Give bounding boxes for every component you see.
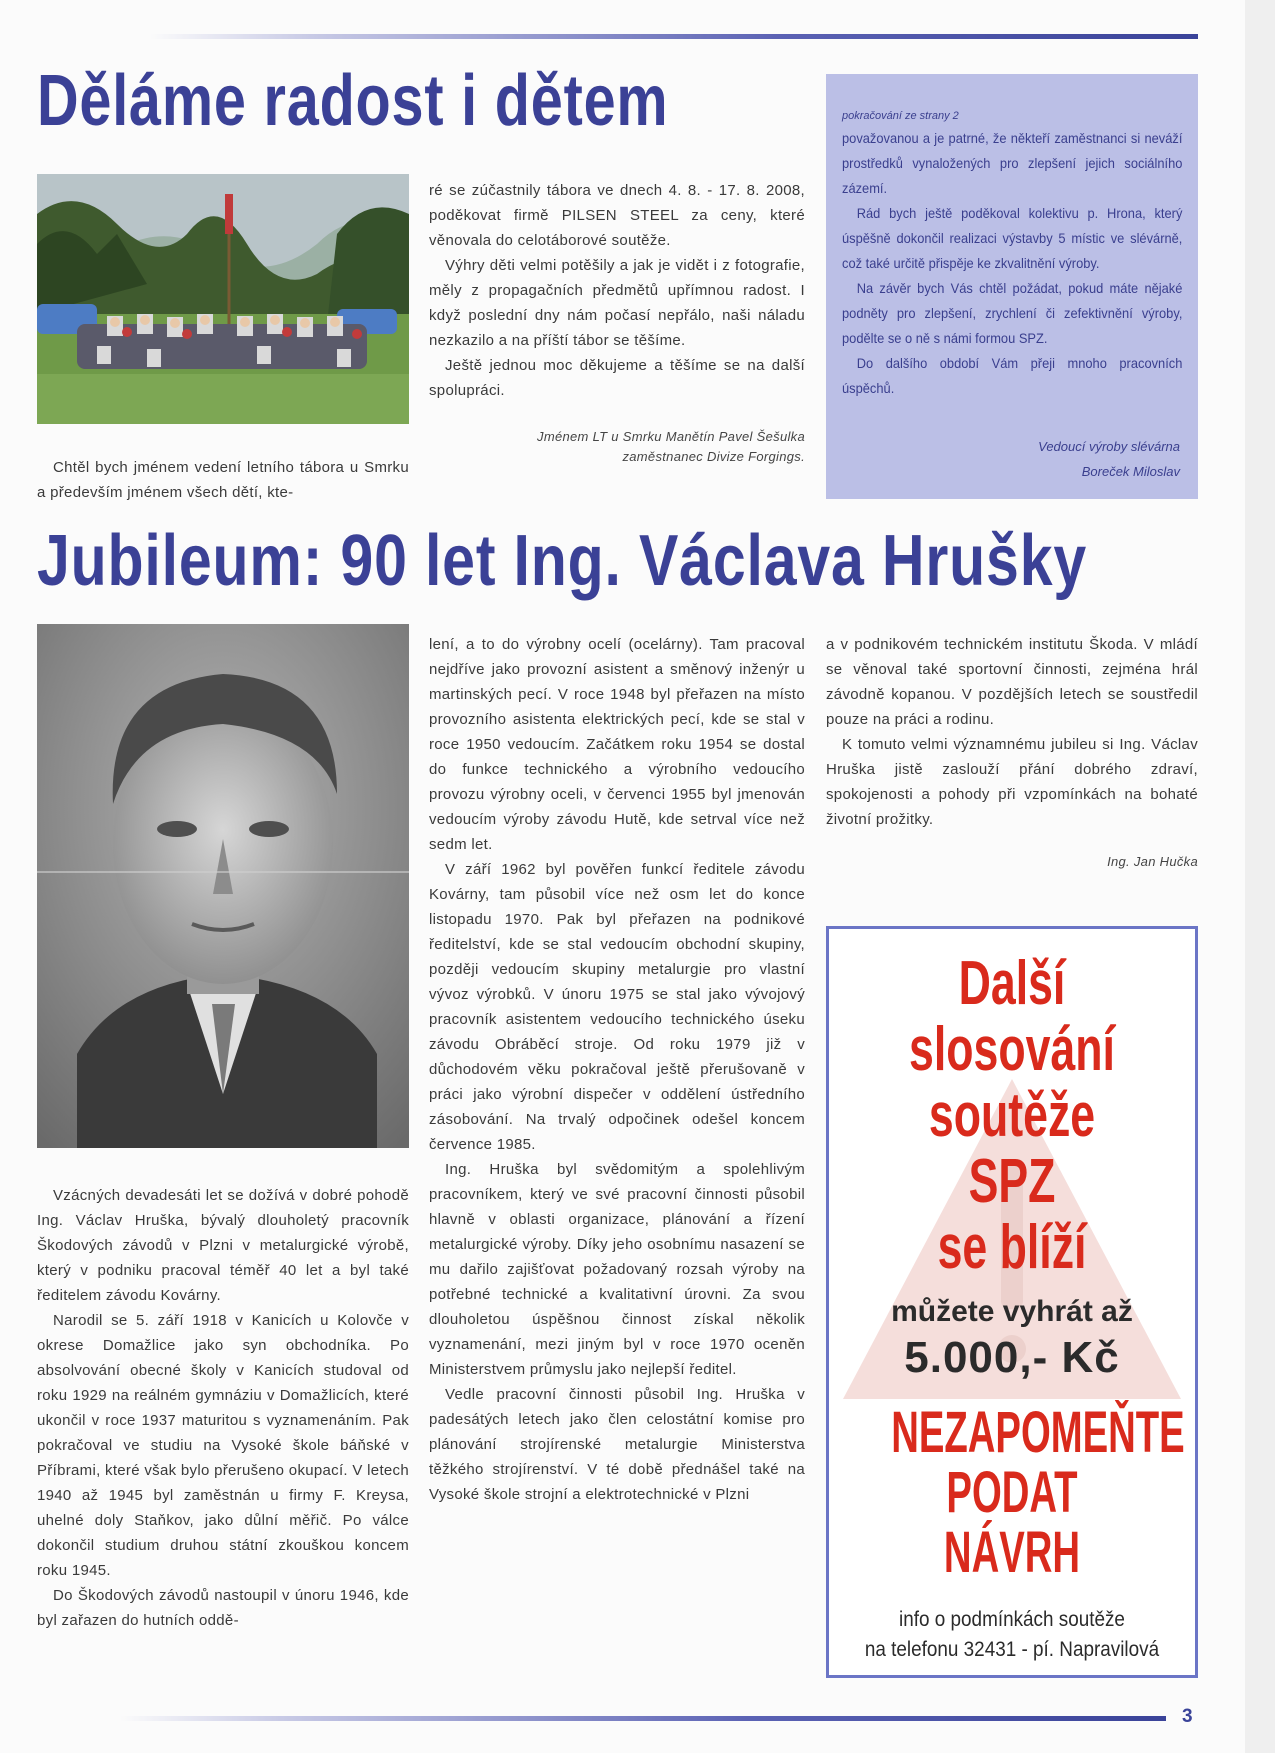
page-number: 3 [1182,1706,1193,1727]
paragraph: Narodil se 5. září 1918 v Kanicích u Kolovče v okrese Domažlice jako syn obchodníka. Po absolvování obecné školy v Kanicích studoval od roku 1929 na reálném gymnáziu v Domažlicích, které ukončil v roce 1937 maturitou s vyznamenáním. Pak pokračoval ve studiu na Vysoké škole báňské v Příbrami, které však bylo přerušeno okupací. V letech 1940 až 1945 byl zaměstnán u firmy F. Kreysa, uhelné doly Staňkov, jako důlní měřič. Po válce dokončil studium druhou státní zkouškou koncem roku 1945. [37,1312,409,1579]
paragraph: lení, a to do výrobny ocelí (ocelárny). Tam pracoval nejdříve jako provozní asistent a směnový inženýr u martinských pecí. V roce 1948 byl přeřazen na místo provozního asistenta elektrických pecí, kde se stal v roce 1950 vedoucím. Začátkem roku 1954 se dostal do funkce technického a výrobního vedoucího provozu výrobny oceli, v červenci 1955 byl jmenován vedoucím výroby závodu Hutě, kde setrval více než sedm let. [429,636,805,853]
paragraph: a v podnikovém technickém institutu Škoda. V mládí se věnoval také sportovní činnosti, zejména hrál závodně kopanou. V pozdějších letech se soustředil pouze na práci a rodinu. [826,636,1198,728]
ad-cta3: NÁVRH [943,1520,1081,1585]
camp-group-photo [37,174,409,424]
article1-col1 [37,455,409,505]
sidebar-signature [1038,434,1180,484]
top-rule [150,34,1198,39]
ad-line1: Další [958,949,1066,1018]
signature-line: zaměstnanec Divize Forgings. [622,449,805,464]
sidebar-body [842,126,1182,401]
bottom-rule [120,1716,1166,1721]
paragraph: V září 1962 byl pověřen funkcí ředitele závodu Kovárny, tam působil více než osm let do konce listopadu 1970. Pak byl přeřazen na podnikové ředitelství, kde se stal vedoucím obchodní skupiny, později vedoucím skupiny metalurgie pro vlastní vývoz výrobků. V únoru 1975 se stal jako vývojový pracovník asistentem vedoucího technického úseku závodu Obráběcí stroje. Od roku 1979 již v důchodovém věku pokračoval ještě přerušovaně v práci jako výrobní dispečer v oddělení ústředního zásobování. Na trvalý odpočinek odešel koncem července 1985. [429,861,805,1153]
paragraph: Ing. Hruška byl svědomitým a spolehlivým pracovníkem, který ve své pracovní činnosti působil hlavně v oblasti organizace, plánování a řízení metalurgické výroby. Díky jeho osobnímu nasazení se mu dařilo zajišťovat požadovaný rozsah výroby na potřebné technické a kvalitativní úrovni. Za svou dlouholetou úspěšnou činnost získal několik vyznamenání, mezi jiným byl v roce 1970 oceněn Ministerstvem průmyslu jako nejlepší ředitel. [429,1161,805,1378]
paragraph: Chtěl bych jménem vedení letního tábora u Smrku a především jménem všech dětí, kte- [37,459,409,501]
paragraph: Do dalšího období Vám přeji mnoho pracovních úspěchů. [842,355,1183,396]
article2-col1 [37,1183,409,1633]
ad-amount: 5.000,- Kč [904,1333,1120,1382]
signature-line: Boreček Miloslav [1081,464,1180,479]
page-edge [1245,0,1275,1753]
paragraph: Výhry děti velmi potěšily a jak je vidět i z fotografie, měly z propagačních předmětů upřímnou radost. I když poslední dny nám počasí nepřálo, naši náladu nezkazilo a na příští tábor se těšíme. [429,257,805,349]
article-title: Děláme radost i dětem [37,61,669,141]
paragraph: Ještě jednou moc děkujeme a těšíme se na další spolupráci. [429,357,805,399]
paragraph: Rád bych ještě poděkoval kolektivu p. Hrona, který úspěšně dokončil realizaci výstavby 5 místic ve slévárně, což také určitě přispěje ke zkvalitnění výroby. [842,205,1183,271]
paragraph: považovanou a je patrné, že někteří zaměstnanci si neváží prostředků vynaložených pro zlepšení jejich sociálního zázemí. [842,130,1183,196]
portrait-photo [37,624,409,1148]
article1-signature [429,427,805,467]
article-title: Jubileum: 90 let Ing. Václava Hrušky [37,521,1088,601]
ad-cta2: PODAT [946,1460,1078,1525]
signature-line: Jménem LT u Smrku Manětín Pavel Šešulka [537,429,805,444]
continued-note: pokračování ze strany 2 [842,110,959,122]
paragraph: ré se zúčastnily tábora ve dnech 4. 8. - 17. 8. 2008, poděkovat firmě PILSEN STEEL za ceny, které věnovala do celotáborové soutěže. [429,182,805,249]
ad-win-text: můžete vyhrát až [891,1295,1133,1328]
ad-line4: se blíží [937,1213,1087,1282]
signature-line: Vedoucí výroby slévárna [1038,439,1180,454]
paragraph: Na závěr bych Vás chtěl požádat, pokud máte nějaké podněty pro zlepšení, zrychlení či zefektivnění výroby, podělte se o ně s námi formou SPZ. [842,280,1183,346]
paragraph: Vedle pracovní činnosti působil Ing. Hruška v padesátých letech jako člen celostátní komise pro plánování strojírenské metalurgie Ministerstva těžkého strojírenství. V té době přednášel také na Vysoké škole strojní a elektrotechnické v Plzni [429,1386,805,1503]
paragraph: K tomuto velmi významnému jubileu si Ing. Václav Hruška jistě zaslouží přání dobrého zdraví, spokojenosti a pohody při vzpomínkách na bohaté životní prožitky. [826,736,1198,828]
paragraph: Vzácných devadesáti let se dožívá v dobré pohodě Ing. Václav Hruška, bývalý dlouholetý pracovník Škodových závodů v Plzni v metalurgické výrobě, který v podniku pracoval téměř 40 let a byl také ředitelem závodu Kovárny. [37,1187,409,1304]
article1-col2 [429,178,805,467]
article2-col2 [429,632,805,1507]
continued-sidebar [826,74,1198,499]
contest-ad [826,926,1198,1678]
ad-cta1: NEZAPOMEŇTE [891,1400,1185,1465]
ad-line3: soutěže SPZ [928,1081,1096,1216]
article2-signature: Ing. Jan Hučka [1107,854,1198,869]
article2-col3 [826,632,1198,872]
paragraph: Do Škodových závodů nastoupil v únoru 1946, kde byl zařazen do hutních oddě- [37,1587,409,1629]
ad-info1: info o podmínkách soutěže [899,1608,1125,1631]
ad-info2: na telefonu 32431 - pí. Napravilová [864,1638,1160,1661]
ad-line2: slosování [909,1015,1115,1084]
